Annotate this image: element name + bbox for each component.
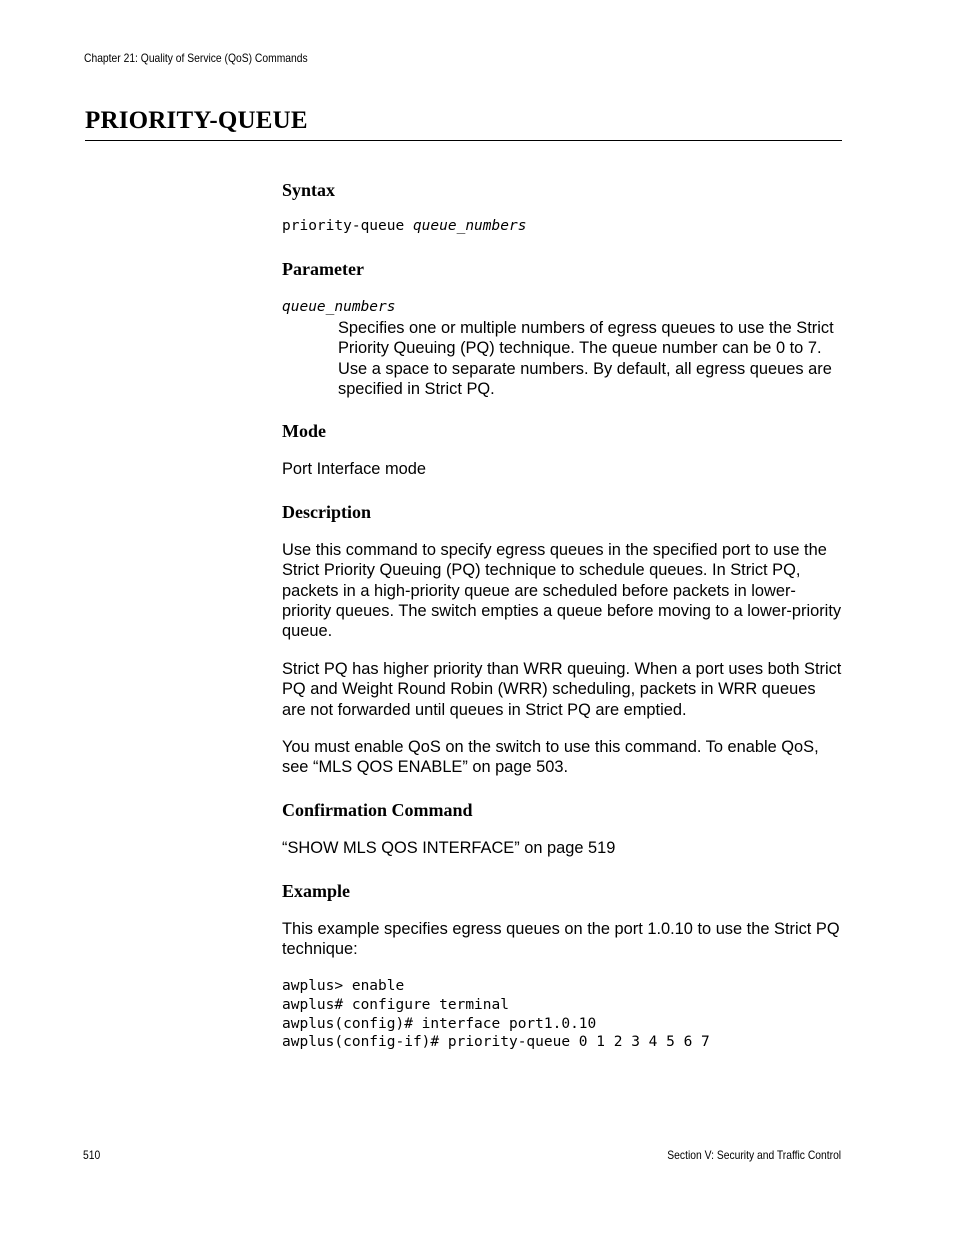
syntax-line: [282, 217, 526, 236]
example-heading: Example: [282, 881, 351, 901]
description-paragraph-1: Use this command to specify egress queues in the specified port to use the Strict Priority Queuing (PQ) technique to schedule queues. In Strict PQ, packets in a high-priority queue are scheduled before packets in lower-priority queues. The switch empties a queue before moving to a lower-priority queue.: [282, 541, 842, 641]
description-paragraph-2: Strict PQ has higher priority than WRR queuing. When a port uses both Strict PQ and Weight Round Robin (WRR) scheduling, packets in WRR queues are not forwarded until queues in Strict PQ are emptied.: [282, 660, 842, 719]
mode-text: Port Interface mode: [282, 460, 426, 478]
page-number: 510: [83, 1148, 101, 1162]
code-line: awplus> enable: [282, 978, 405, 994]
example-intro: This example specifies egress queues on the port 1.0.10 to use the Strict PQ technique:: [282, 920, 840, 959]
parameter-heading: Parameter: [282, 259, 364, 279]
description-heading: Description: [282, 502, 371, 522]
code-line: awplus(config-if)# priority-queue 0 1 2 3 4 5 6 7: [282, 1034, 710, 1051]
page-title: PRIORITY-QUEUE: [85, 107, 308, 134]
title-rule: [85, 140, 842, 141]
syntax-argument: queue_numbers: [412, 218, 527, 234]
running-footer-section: Section V: Security and Traffic Control: [667, 1148, 841, 1162]
parameter-description: Specifies one or multiple numbers of egress queues to use the Strict Priority Queuing (PQ) technique. The queue number can be 0 to 7. Use a space to separate numbers. By default, all egress queues are specified in Strict PQ.: [338, 319, 834, 398]
syntax-heading: Syntax: [282, 180, 336, 200]
confirmation-heading: Confirmation Command: [282, 800, 473, 820]
code-line: awplus(config)# interface port1.0.10: [282, 1015, 597, 1032]
description-paragraph-3: You must enable QoS on the switch to use this command. To enable QoS, see “MLS QOS ENABLE” on page 503.: [282, 738, 819, 777]
confirmation-link[interactable]: “SHOW MLS QOS INTERFACE” on page 519: [282, 839, 616, 857]
mode-heading: Mode: [282, 421, 326, 441]
code-line: awplus# configure terminal: [282, 996, 509, 1013]
running-header: Chapter 21: Quality of Service (QoS) Commands: [84, 51, 308, 65]
parameter-name: [282, 298, 396, 317]
code-block: [282, 977, 710, 1052]
syntax-command: priority-queue: [282, 218, 405, 234]
parameter-name-text: queue_numbers: [282, 299, 396, 315]
